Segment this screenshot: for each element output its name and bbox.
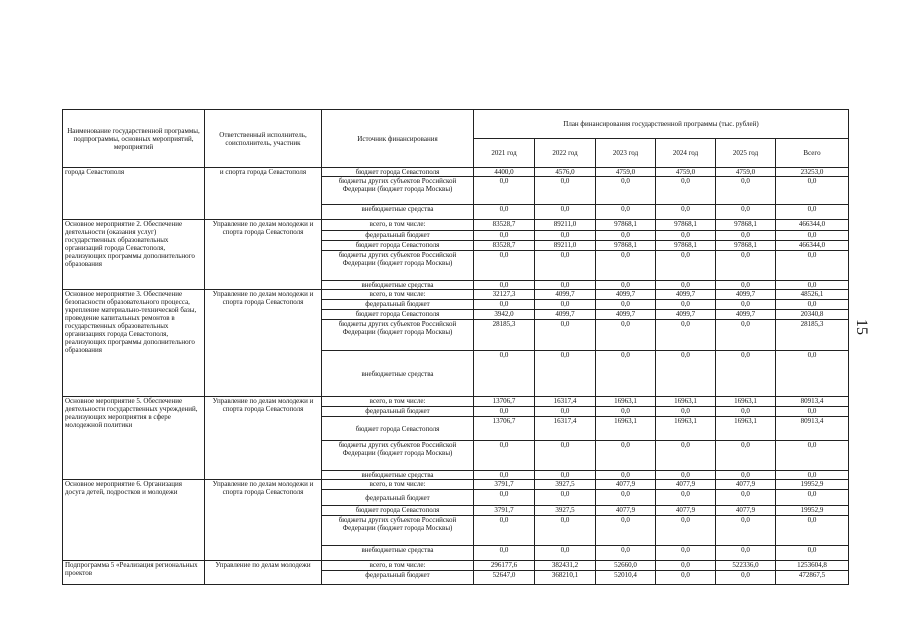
total-cell: 0,0 xyxy=(776,516,849,546)
value-cell: 0,0 xyxy=(474,205,535,220)
activity-name: города Севастополя xyxy=(63,168,205,220)
header-plan: План финансирования государственной программы (тыс. рублей) xyxy=(474,110,849,139)
value-cell: 0,0 xyxy=(596,205,656,220)
value-cell: 0,0 xyxy=(474,251,535,281)
activity-name: Основное мероприятие 2. Обеспечение деятельности (оказания услуг) государственных образовательных организаций города Севастополя, реализующих программы дополнительного образования xyxy=(63,220,205,290)
value-cell: 0,0 xyxy=(596,546,656,561)
funding-source: федеральный бюджет xyxy=(322,231,474,241)
value-cell: 0,0 xyxy=(656,231,716,241)
value-cell: 0,0 xyxy=(535,351,596,397)
value-cell: 0,0 xyxy=(596,177,656,205)
header-total: Всего xyxy=(776,139,849,168)
value-cell: 3791,7 xyxy=(474,480,535,490)
activity-name: Подпрограмма 5 «Реализация региональных проектов xyxy=(63,561,205,585)
value-cell: 4759,0 xyxy=(656,168,716,177)
value-cell: 0,0 xyxy=(535,407,596,417)
value-cell: 0,0 xyxy=(716,441,776,471)
header-year: 2024 год xyxy=(656,139,716,168)
value-cell: 0,0 xyxy=(716,490,776,506)
funding-source: внебюджетные средства xyxy=(322,546,474,561)
total-cell: 0,0 xyxy=(776,251,849,281)
value-cell: 0,0 xyxy=(596,407,656,417)
table-row xyxy=(63,220,849,231)
value-cell: 0,0 xyxy=(716,251,776,281)
total-cell: 23253,0 xyxy=(776,168,849,177)
value-cell: 0,0 xyxy=(656,546,716,561)
value-cell: 0,0 xyxy=(656,205,716,220)
funding-source: всего, в том числе: xyxy=(322,561,474,571)
value-cell: 0,0 xyxy=(596,281,656,290)
total-cell: 0,0 xyxy=(776,300,849,310)
total-cell: 0,0 xyxy=(776,205,849,220)
value-cell: 0,0 xyxy=(596,490,656,506)
funding-source: бюджеты других субъектов Российской Федерации (бюджет города Москвы) xyxy=(322,320,474,351)
funding-source: внебюджетные средства xyxy=(322,205,474,220)
executor-cell: Управление по делам молодежи xyxy=(205,561,322,585)
value-cell: 0,0 xyxy=(474,471,535,480)
value-cell: 0,0 xyxy=(474,441,535,471)
value-cell: 0,0 xyxy=(656,300,716,310)
value-cell: 0,0 xyxy=(716,516,776,546)
value-cell: 4077,9 xyxy=(656,480,716,490)
page-number: 15 xyxy=(853,319,870,335)
total-cell: 48526,1 xyxy=(776,290,849,300)
value-cell: 16963,1 xyxy=(656,417,716,441)
value-cell: 0,0 xyxy=(596,251,656,281)
value-cell: 4077,9 xyxy=(716,506,776,516)
value-cell: 0,0 xyxy=(596,441,656,471)
value-cell: 3927,5 xyxy=(535,506,596,516)
value-cell: 52660,0 xyxy=(596,561,656,571)
value-cell: 3942,0 xyxy=(474,310,535,320)
value-cell: 16317,4 xyxy=(535,417,596,441)
header-year: 2025 год xyxy=(716,139,776,168)
value-cell: 4576,0 xyxy=(535,168,596,177)
total-cell: 80913,4 xyxy=(776,417,849,441)
value-cell: 4099,7 xyxy=(596,290,656,300)
total-cell: 0,0 xyxy=(776,281,849,290)
value-cell: 0,0 xyxy=(474,231,535,241)
value-cell: 16963,1 xyxy=(656,397,716,407)
value-cell: 97868,1 xyxy=(716,220,776,231)
header-executor: Ответственный исполнитель, соисполнитель, участник xyxy=(205,110,322,168)
value-cell: 4099,7 xyxy=(535,290,596,300)
value-cell: 0,0 xyxy=(656,177,716,205)
value-cell: 0,0 xyxy=(596,231,656,241)
value-cell: 0,0 xyxy=(716,571,776,585)
value-cell: 0,0 xyxy=(716,281,776,290)
value-cell: 0,0 xyxy=(474,407,535,417)
value-cell: 0,0 xyxy=(656,320,716,351)
value-cell: 0,0 xyxy=(596,320,656,351)
value-cell: 0,0 xyxy=(535,251,596,281)
value-cell: 4099,7 xyxy=(656,290,716,300)
value-cell: 4099,7 xyxy=(716,310,776,320)
value-cell: 16963,1 xyxy=(716,397,776,407)
table-row xyxy=(63,168,849,177)
value-cell: 4099,7 xyxy=(535,310,596,320)
value-cell: 3791,7 xyxy=(474,506,535,516)
header-year: 2021 год xyxy=(474,139,535,168)
value-cell: 83528,7 xyxy=(474,241,535,251)
value-cell: 0,0 xyxy=(716,320,776,351)
value-cell: 296177,6 xyxy=(474,561,535,571)
funding-source: бюджеты других субъектов Российской Федерации (бюджет города Москвы) xyxy=(322,251,474,281)
value-cell: 97868,1 xyxy=(716,241,776,251)
funding-source: бюджеты других субъектов Российской Федерации (бюджет города Москвы) xyxy=(322,516,474,546)
value-cell: 0,0 xyxy=(716,546,776,561)
value-cell: 97868,1 xyxy=(656,220,716,231)
value-cell: 97868,1 xyxy=(596,220,656,231)
header-name: Наименование государственной программы, подпрограммы, основных мероприятий, мероприятий xyxy=(63,110,205,168)
value-cell: 0,0 xyxy=(656,351,716,397)
funding-source: внебюджетные средства xyxy=(322,351,474,397)
value-cell: 0,0 xyxy=(596,471,656,480)
executor-cell: Управление по делам молодежи и спорта города Севастополя xyxy=(205,290,322,397)
value-cell: 0,0 xyxy=(535,281,596,290)
value-cell: 16963,1 xyxy=(716,417,776,441)
table-row xyxy=(63,561,849,571)
value-cell: 0,0 xyxy=(716,407,776,417)
executor-cell: Управление по делам молодежи и спорта города Севастополя xyxy=(205,480,322,561)
value-cell: 4759,0 xyxy=(596,168,656,177)
value-cell: 0,0 xyxy=(474,546,535,561)
value-cell: 0,0 xyxy=(535,471,596,480)
value-cell: 0,0 xyxy=(535,546,596,561)
value-cell: 89211,0 xyxy=(535,220,596,231)
value-cell: 0,0 xyxy=(656,251,716,281)
value-cell: 13706,7 xyxy=(474,397,535,407)
value-cell: 0,0 xyxy=(535,320,596,351)
value-cell: 52010,4 xyxy=(596,571,656,585)
value-cell: 0,0 xyxy=(474,490,535,506)
total-cell: 0,0 xyxy=(776,546,849,561)
executor-cell: Управление по делам молодежи и спорта города Севастополя xyxy=(205,220,322,290)
value-cell: 0,0 xyxy=(535,490,596,506)
funding-source: федеральный бюджет xyxy=(322,571,474,585)
executor-cell: и спорта города Севастополя xyxy=(205,168,322,220)
value-cell: 4077,9 xyxy=(716,480,776,490)
value-cell: 0,0 xyxy=(716,177,776,205)
total-cell: 0,0 xyxy=(776,177,849,205)
value-cell: 0,0 xyxy=(716,471,776,480)
total-cell: 0,0 xyxy=(776,441,849,471)
funding-source: бюджет города Севастополя xyxy=(322,168,474,177)
funding-source: всего, в том числе: xyxy=(322,290,474,300)
value-cell: 4759,0 xyxy=(716,168,776,177)
activity-name: Основное мероприятие 3. Обеспечение безопасности образовательного процесса, укрепление материально-технической базы, проведение капитальных ремонтов в государственных образовательных организациях города Севастополя, реализующих программы дополнительного образования xyxy=(63,290,205,397)
total-cell: 0,0 xyxy=(776,231,849,241)
total-cell: 0,0 xyxy=(776,471,849,480)
table-row xyxy=(63,480,849,490)
value-cell: 0,0 xyxy=(716,231,776,241)
value-cell: 0,0 xyxy=(656,516,716,546)
value-cell: 4077,9 xyxy=(656,506,716,516)
funding-source: бюджет города Севастополя xyxy=(322,417,474,441)
funding-source: внебюджетные средства xyxy=(322,281,474,290)
value-cell: 89211,0 xyxy=(535,241,596,251)
table-row xyxy=(63,290,849,300)
total-cell: 0,0 xyxy=(776,490,849,506)
value-cell: 522336,0 xyxy=(716,561,776,571)
activity-name: Основное мероприятие 5. Обеспечение деятельности государственных учреждений, реализующих мероприятия в сфере молодежной политики xyxy=(63,397,205,480)
total-cell: 19952,9 xyxy=(776,480,849,490)
value-cell: 0,0 xyxy=(656,561,716,571)
funding-source: бюджеты других субъектов Российской Федерации (бюджет города Москвы) xyxy=(322,441,474,471)
header-year: 2022 год xyxy=(535,139,596,168)
value-cell: 0,0 xyxy=(596,516,656,546)
value-cell: 13706,7 xyxy=(474,417,535,441)
funding-source: бюджет города Севастополя xyxy=(322,506,474,516)
value-cell: 0,0 xyxy=(656,281,716,290)
table-body xyxy=(63,168,849,585)
value-cell: 0,0 xyxy=(716,351,776,397)
total-cell: 472867,5 xyxy=(776,571,849,585)
value-cell: 0,0 xyxy=(474,300,535,310)
table-row xyxy=(63,397,849,407)
header-year: 2023 год xyxy=(596,139,656,168)
value-cell: 0,0 xyxy=(474,281,535,290)
value-cell: 0,0 xyxy=(656,441,716,471)
value-cell: 28185,3 xyxy=(474,320,535,351)
funding-source: бюджеты других субъектов Российской Федерации (бюджет города Москвы) xyxy=(322,177,474,205)
value-cell: 0,0 xyxy=(656,571,716,585)
total-cell: 0,0 xyxy=(776,351,849,397)
total-cell: 20340,8 xyxy=(776,310,849,320)
funding-source: федеральный бюджет xyxy=(322,407,474,417)
total-cell: 466344,0 xyxy=(776,220,849,231)
value-cell: 0,0 xyxy=(716,300,776,310)
value-cell: 4400,0 xyxy=(474,168,535,177)
value-cell: 0,0 xyxy=(535,516,596,546)
value-cell: 83528,7 xyxy=(474,220,535,231)
value-cell: 0,0 xyxy=(535,177,596,205)
funding-source: всего, в том числе: xyxy=(322,397,474,407)
value-cell: 0,0 xyxy=(535,231,596,241)
value-cell: 52647,0 xyxy=(474,571,535,585)
funding-source: внебюджетные средства xyxy=(322,471,474,480)
value-cell: 4077,9 xyxy=(596,480,656,490)
value-cell: 0,0 xyxy=(656,471,716,480)
funding-source: всего, в том числе: xyxy=(322,220,474,231)
total-cell: 28185,3 xyxy=(776,320,849,351)
value-cell: 0,0 xyxy=(535,441,596,471)
value-cell: 0,0 xyxy=(656,490,716,506)
funding-source: федеральный бюджет xyxy=(322,490,474,506)
funding-source: федеральный бюджет xyxy=(322,300,474,310)
value-cell: 368210,1 xyxy=(535,571,596,585)
funding-source: бюджет города Севастополя xyxy=(322,241,474,251)
funding-source: бюджет города Севастополя xyxy=(322,310,474,320)
value-cell: 16963,1 xyxy=(596,417,656,441)
value-cell: 97868,1 xyxy=(596,241,656,251)
value-cell: 4099,7 xyxy=(596,310,656,320)
funding-source: всего, в том числе: xyxy=(322,480,474,490)
executor-cell: Управление по делам молодежи и спорта города Севастополя xyxy=(205,397,322,480)
value-cell: 0,0 xyxy=(474,516,535,546)
value-cell: 4099,7 xyxy=(656,310,716,320)
value-cell: 4077,9 xyxy=(596,506,656,516)
value-cell: 0,0 xyxy=(535,300,596,310)
budget-table-page xyxy=(62,109,848,624)
value-cell: 32127,3 xyxy=(474,290,535,300)
total-cell: 80913,4 xyxy=(776,397,849,407)
value-cell: 0,0 xyxy=(716,205,776,220)
value-cell: 0,0 xyxy=(596,300,656,310)
value-cell: 4099,7 xyxy=(716,290,776,300)
value-cell: 0,0 xyxy=(596,351,656,397)
value-cell: 16317,4 xyxy=(535,397,596,407)
value-cell: 0,0 xyxy=(474,351,535,397)
value-cell: 0,0 xyxy=(535,205,596,220)
value-cell: 16963,1 xyxy=(596,397,656,407)
value-cell: 0,0 xyxy=(656,407,716,417)
total-cell: 19952,9 xyxy=(776,506,849,516)
total-cell: 1253604,8 xyxy=(776,561,849,571)
total-cell: 0,0 xyxy=(776,407,849,417)
value-cell: 97868,1 xyxy=(656,241,716,251)
financing-table xyxy=(62,109,849,585)
value-cell: 3927,5 xyxy=(535,480,596,490)
value-cell: 382431,2 xyxy=(535,561,596,571)
activity-name: Основное мероприятие 6. Организация досуга детей, подростков и молодежи xyxy=(63,480,205,561)
header-source: Источник финансирования xyxy=(322,110,474,168)
value-cell: 0,0 xyxy=(474,177,535,205)
total-cell: 466344,0 xyxy=(776,241,849,251)
